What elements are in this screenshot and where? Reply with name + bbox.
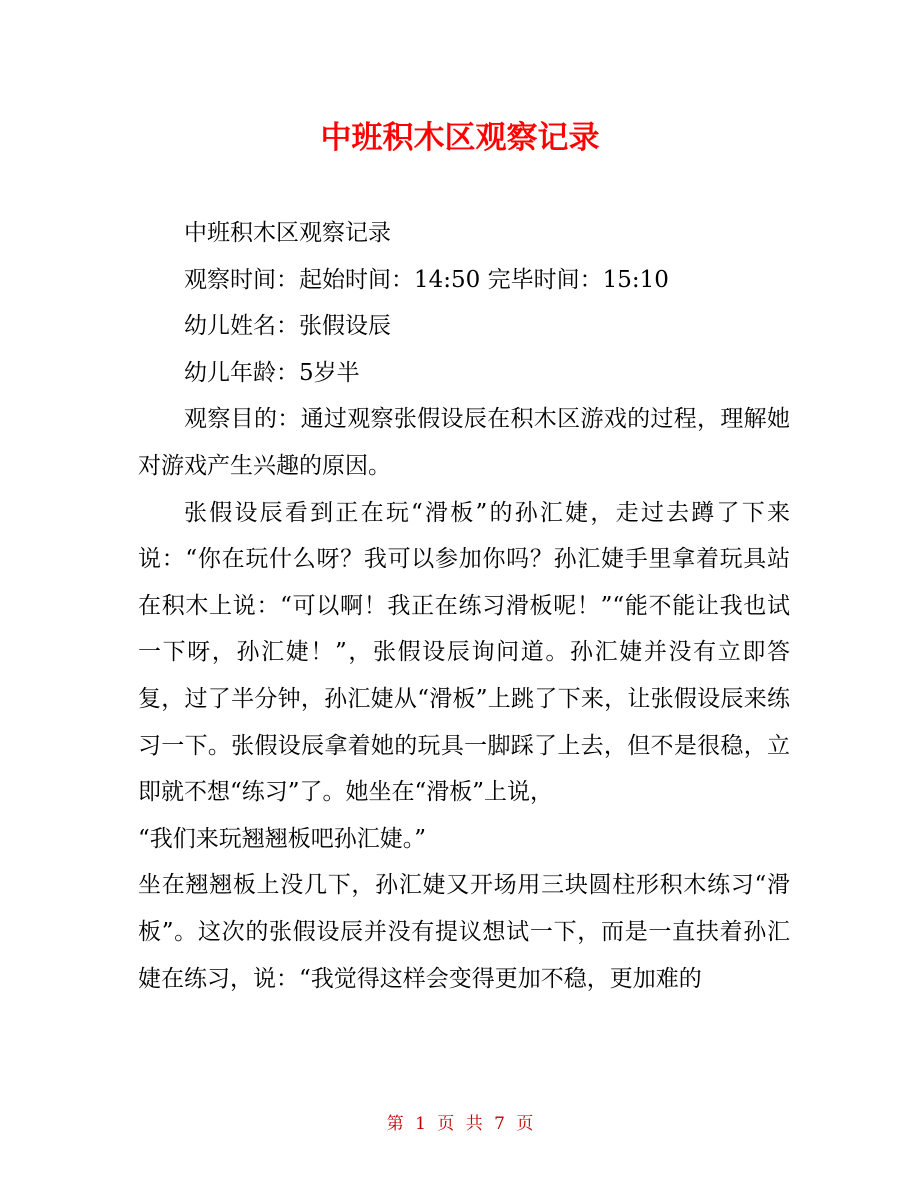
paragraph-continuation: 坐在翘翘板上没几下，孙汇婕又开场用三块圆柱形积木练习“滑板”。这次的张假设辰并没有提议想试一下，而是一直扶着孙汇婕在练习，说：“我觉得这样会变得更加不稳，更加难的 <box>138 872 790 992</box>
paragraph-observation-purpose: 观察目的：通过观察张假设辰在积木区游戏的过程，理解她对游戏产生兴趣的原因。 <box>138 406 790 479</box>
paragraph-quote: “我们来玩翘翘板吧孙汇婕。” <box>138 825 427 852</box>
paragraph-child-age: 幼儿年龄：5岁半 <box>184 359 360 386</box>
document-body <box>138 210 790 1002</box>
paragraph-observation-time: 观察时间：起始时间：14:50 完毕时间：15:10 <box>184 266 669 293</box>
page-number-footer: 第 1 页 共 7 页 <box>386 1114 534 1134</box>
paragraph-observation-narrative: 张假设辰看到正在玩“滑板”的孙汇婕，走过去蹲了下来说：“你在玩什么呀？我可以参加你吗？孙汇婕手里拿着玩具站在积木上说：“可以啊！我正在练习滑板呢！”“能不能让我也试一下呀，孙汇婕！”，张假设辰询问道。孙汇婕并没有立即答复，过了半分钟，孙汇婕从“滑板”上跳了下来，让张假设辰来练习一下。张假设辰拿着她的玩具一脚踩了上去，但不是很稳，立即就不想“练习”了。她坐在“滑板”上说， <box>138 499 790 806</box>
paragraph-child-name: 幼儿姓名：张假设辰 <box>184 313 391 340</box>
paragraph-heading: 中班积木区观察记录 <box>184 220 391 246</box>
document-title: 中班积木区观察记录 <box>320 120 600 156</box>
